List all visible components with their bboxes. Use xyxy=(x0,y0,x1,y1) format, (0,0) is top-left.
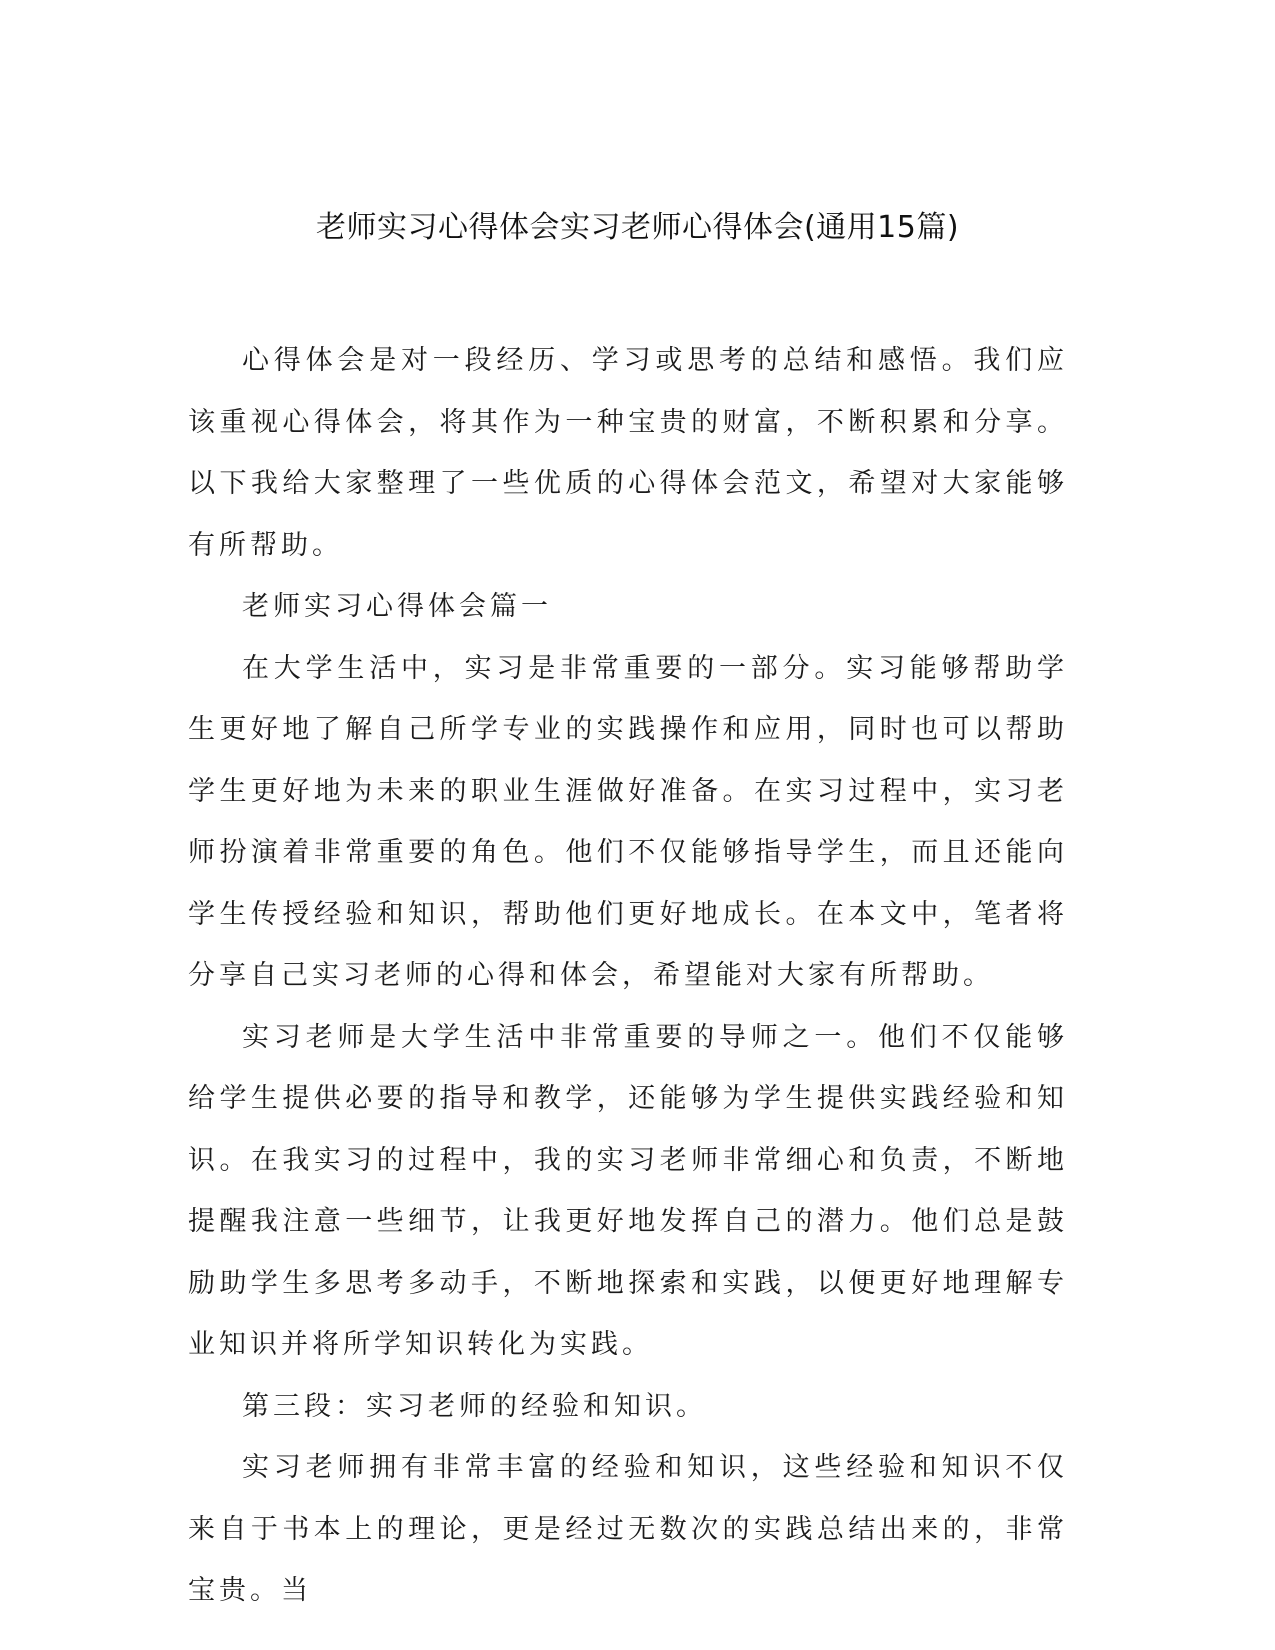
paragraph-intro: 心得体会是对一段经历、学习或思考的总结和感悟。我们应该重视心得体会，将其作为一种宝贵的财富，不断积累和分享。以下我给大家整理了一些优质的心得体会范文，希望对大家能够有所帮助。 xyxy=(188,345,1068,561)
section-heading: 老师实习心得体会篇一 xyxy=(242,591,552,622)
paragraph: 实习老师拥有非常丰富的经验和知识，这些经验和知识不仅来自于书本上的理论，更是经过无数次的实践总结出来的，非常宝贵。当 xyxy=(188,1452,1068,1606)
paragraph: 在大学生活中，实习是非常重要的一部分。实习能够帮助学生更好地了解自己所学专业的实践操作和应用，同时也可以帮助学生更好地为未来的职业生涯做好准备。在实习过程中，实习老师扮演着非常重要的角色。他们不仅能够指导学生，而且还能向学生传授经验和知识，帮助他们更好地成长。在本文中，笔者将分享自己实习老师的心得和体会，希望能对大家有所帮助。 xyxy=(188,652,1068,991)
document-title: 老师实习心得体会实习老师心得体会(通用15篇) xyxy=(315,210,960,245)
paragraph: 实习老师是大学生活中非常重要的导师之一。他们不仅能够给学生提供必要的指导和教学，还能够为学生提供实践经验和知识。在我实习的过程中，我的实习老师非常细心和负责，不断地提醒我注意一些细节，让我更好地发挥自己的潜力。他们总是鼓励助学生多思考多动手，不断地探索和实践，以便更好地理解专业知识并将所学知识转化为实践。 xyxy=(188,1021,1068,1360)
document-body xyxy=(188,330,1068,1622)
subsection-heading: 第三段：实习老师的经验和知识。 xyxy=(242,1390,707,1422)
